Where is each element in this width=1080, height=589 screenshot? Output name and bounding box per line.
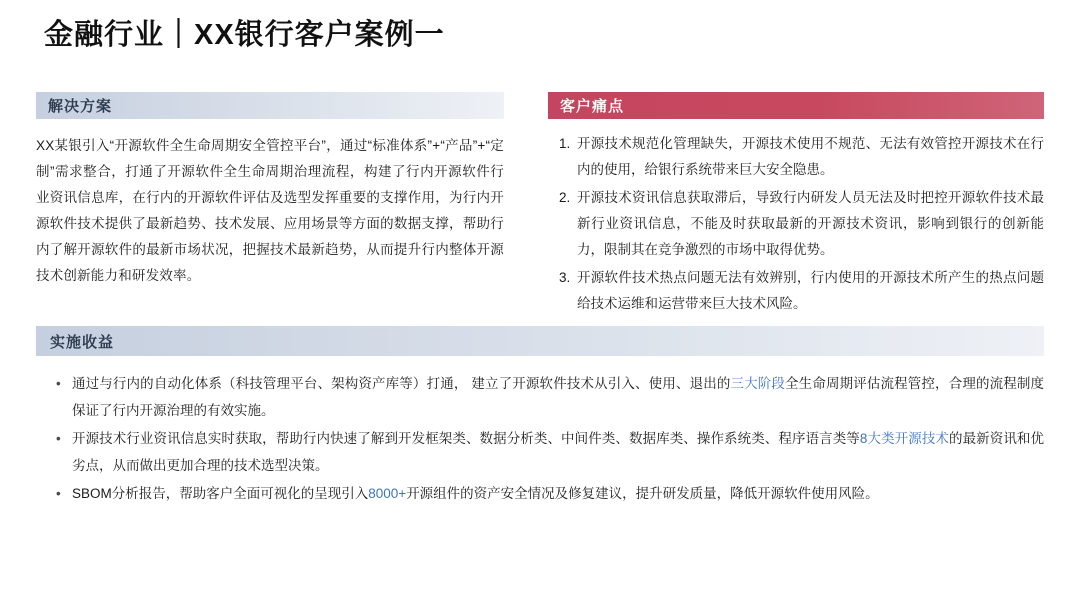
benefits-list (36, 370, 1044, 507)
benefit-highlight: 8大类开源技术 (859, 431, 949, 446)
list-item (56, 370, 1044, 424)
solution-heading-bar (36, 92, 504, 119)
benefit-text-part2: 全生命周期评估流程管控，合理的流程制度保证了行内开源治理的有效实施。 (72, 376, 1045, 418)
solution-section (36, 92, 504, 289)
benefits-heading: 实施收益 (50, 334, 115, 351)
list-item: 3. 开源软件技术热点问题无法有效辨别，行内使用的开源技术所产生的热点问题给技术运维和运营带来巨大技术风险。 (574, 265, 1044, 317)
benefit-text-part2: 开源组件的资产安全情况及修复建议，提升研发质量，降低开源软件使用风险。 (406, 486, 879, 501)
benefits-heading-bar (36, 326, 1044, 356)
list-item (56, 425, 1044, 479)
list-item: 1. 开源技术规范化管理缺失，开源技术使用不规范、无法有效管控开源技术在行内的使用，给银行系统带来巨大安全隐患。 (574, 131, 1044, 183)
benefit-text-part1: SBOM分析报告，帮助客户全面可视化的呈现引入 (72, 486, 369, 501)
benefit-highlight: 8000+ (368, 486, 407, 501)
pain-points-section (548, 92, 1044, 319)
benefit-text-part2: 的最新资讯和优劣点，从而做出更加合理的技术选型决策。 (72, 431, 1045, 473)
benefit-text-part1: 开源技术行业资讯信息实时获取，帮助行内快速了解到开发框架类、数据分析类、中间件类、数据库类、操作系统类、程序语言类等 (72, 431, 860, 446)
pain-points-list (548, 131, 1044, 317)
solution-heading: 解决方案 (48, 99, 113, 115)
list-item: 2. 开源技术资讯信息获取滞后，导致行内研发人员无法及时把控开源软件技术最新行业资讯信息，不能及时获取最新的开源技术资讯，影响到银行的创新能力，限制其在竞争激烈的市场中取得优势。 (574, 185, 1044, 263)
page-title: 金融行业｜XX银行客户案例一 (44, 19, 445, 51)
benefit-highlight: 三大阶段 (730, 376, 786, 391)
benefits-section (36, 326, 1044, 508)
pain-points-heading: 客户痛点 (560, 99, 625, 115)
pain-points-heading-bar (548, 92, 1044, 119)
benefit-text-part1: 通过与行内的自动化体系（科技管理平台、架构资产库等）打通， 建立了开源软件技术从引入、使用、退出的 (72, 376, 731, 391)
solution-paragraph: XX某银引入“开源软件全生命周期安全管控平台”，通过“标准体系”+“产品”+“定制”需求整合，打通了开源软件全生命周期治理流程，构建了行内开源软件行业资讯信息库，在行内的开源软件评估及选型发挥重要的支撑作用，为行内开源软件技术提供了最新趋势、技术发展、应用场景等方面的数据支撑，帮助行内了解开源软件的最新市场状况，把握技术最新趋势，从而提升行内整体开源技术创新能力和研发效率。 (36, 138, 504, 283)
list-item (56, 480, 1044, 507)
